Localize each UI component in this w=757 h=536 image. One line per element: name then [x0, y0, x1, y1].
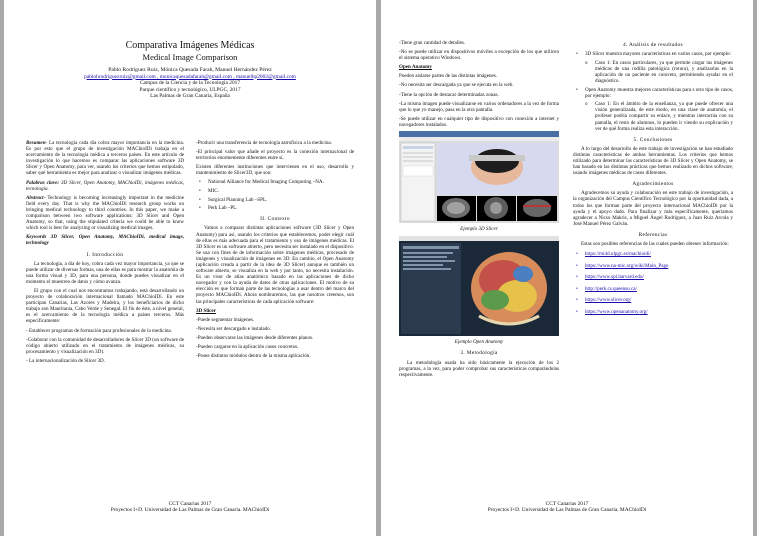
affiliation-3: Las Palmas de Gran Canaria, España [150, 93, 230, 99]
methodology-paragraph: La metodología usada ha sido básicamente la ejecución de los 2 programas, a la vez, para poder comprobar sus características comparándolas respectivamente. [399, 359, 559, 378]
list-item: • National Alliance for Medical Imaging Computing –NA. [196, 179, 354, 185]
affiliation-2: Parque científico y tecnológico, ULPGC, 2017 [139, 86, 241, 93]
list-item: -Puede segmentar imágenes. [196, 316, 255, 323]
footer-line-2: Proyectos I+D. Universidad de Las Palmas de Gran Canaria. MAChioIDi [110, 507, 270, 514]
intro-item-2: -Colaborar con la comunidad de desarrolladores de Slicer 3D (un software de código abierto utilizado en el tratamiento de imágenes médicas, su procesamiento y visualización en 3D). [26, 336, 184, 355]
acknowledgements-heading: Agradecimientos [632, 181, 674, 188]
list-item: Pueden aislarse partes de las distintas imágenes. [399, 73, 498, 80]
slicer-item-mobile: -No se puede utilizar en dispositivos móviles a excepción de los que utilicen el sistema operativo Windows. [399, 49, 559, 62]
list-item: o Caso 1: En casos particulares, ya que permite cargar las imágenes médicas de una rodilla patológica (rotura), y analizarlas en la aplicación de un paciente en concreto, permitiendo ayudar en el diagnóstico. [573, 60, 733, 84]
results-heading: 4. Análisis de resultados [623, 42, 683, 48]
reference-link[interactable]: • https://www.na-mic.org/wiki/Main_Page [573, 262, 733, 271]
slicer-caption: Ejemplo 3D Slicer [460, 226, 498, 233]
palabras-clave [26, 180, 184, 192]
conclusions-heading: 5. Conclusiones [633, 136, 673, 143]
paper-subtitle: Medical Image Comparison [142, 52, 238, 62]
references-list [573, 250, 733, 317]
authors: Pablo Rodríguez Ruiz, Mónica Quesada Farah, Manuel Hernández Pérez [108, 67, 272, 73]
slicer-screenshot-figure [399, 131, 559, 225]
palabras-label: Palabras clave: [26, 179, 61, 186]
results-sublist-1 [573, 60, 733, 84]
footer-line-1: CCT Canarias 2017 [545, 500, 589, 507]
reference-link[interactable]: • https://www.openanatomy.org/ [573, 308, 733, 317]
results-list [573, 51, 733, 57]
reference-link[interactable]: • https://mi4d.ulpgc.es/machioidi/ [573, 250, 733, 259]
page-2 [381, 0, 753, 536]
resumen [26, 140, 184, 177]
resumen-label: Resumen [26, 140, 46, 146]
slicer-label: 3D Slicer [196, 307, 216, 314]
c2-paragraph-2: Existen diferentes instituciones que intervienen en el uso, desarrollo y mantenimiento de Slicer3D, que son: [196, 164, 354, 177]
page1-footer [4, 501, 376, 514]
intro-item-3: - La internacionalización de Slicer 3D. [26, 357, 105, 364]
palabras-text: 3D Slicer, Open Anatomy, MAChioIDi, imágenes médicas, tecnología. [26, 179, 184, 192]
intro-item-1: - Establecer programas de formación para profesionales de la medicina. [26, 327, 172, 334]
list-item: -Tiene la opción de destacar determinadas zonas. [399, 91, 499, 98]
list-item: • Surgical Planning Lab –SPL. [196, 197, 354, 203]
references-heading: Referencias [638, 231, 668, 238]
open-anatomy-screenshot-image [399, 236, 559, 336]
list-item: • 3D Slicer muestra mayores características en varios casos, por ejemplo: [573, 51, 733, 57]
page1-right-column [196, 140, 354, 362]
page2-footer [381, 501, 753, 514]
footer-line-1: CCT Canarias 2017 [168, 500, 212, 507]
reference-link[interactable]: • https://www.spl.harvard.edu/ [573, 273, 733, 282]
results-sublist-2 [573, 101, 733, 131]
page-1 [4, 0, 376, 536]
intro-paragraph-1: La tecnología, a día de hoy, cobra cada vez mayor importancia, ya que se puede utilizar de diversas formas, una de ellas es para mostrar la anatomía de una forma visual y 3D, para una persona, donde puedes visualizar en el momento el muestreo de datos y cómo avanza. [26, 260, 184, 285]
reference-link[interactable]: • https://www.slicer.org/ [573, 296, 733, 305]
page1-left-column [26, 140, 184, 367]
c2-paragraph-1: -El principal valor que añade el proyecto es la conexión internacional de territorios enormemente diferentes entre sí. [196, 149, 354, 162]
results-list-2 [573, 87, 733, 99]
list-item: -No necesita ser descargada ya que se ejecuta en la web. [399, 82, 514, 89]
list-item: -Necesita ser descargado e instalado. [196, 325, 272, 332]
list-item: -Posee distintos módulos dentro de la misma aplicación. [196, 353, 311, 360]
list-item: -Se puede utilizar en cualquier tipo de dispositivo con conexión a internet y navegadores instalados. [399, 115, 559, 128]
abstract-text: - Technology is becoming increasingly important in the medicine field every day. That is why the MAChioIDi research group works on bringing medical technology to third countries. In this paper, we make a comparison between two software applications: 3D Slicer and Open Anatomy, so that, using the stipulated criteria we could be able to know which tool is best for analyzing or visualizing medical images. [26, 194, 184, 232]
author-emails[interactable]: pablohrodriguezruiz@gmail.com , monicaquesadafarah@gmail.com , manuelhp2002@gmail.com [84, 73, 296, 80]
reference-link[interactable]: • http://perk.cs.queensu.ca/ [573, 285, 733, 294]
list-item: o Caso 1: En el ámbito de la enseñanza, ya que puede ofrecer una visión generalizada, de este modo, en una clase de anatomía, el profesor podría compartir su enlace, y mientras interactúa con su pantalla, el resto de alumnos, lo pueden ir viendo su explicación y ver de qué forma realiza esta interacción. [573, 101, 733, 131]
resumen-text: - La tecnología cada día cobra mayor importancia en la medicina. Es por esto que el grupo de investigación MAChioIDi trabaja en el acercamiento de la tecnología médica a terceros países. En este artículo de investigación lo que hacemos es comparar las aplicaciones software 3D Slicer y Open Anatomy, para ver, usando los criterios que hemos estipulado, saber qué herramienta es mejor para analizar o visualizar imágenes médicas. [26, 140, 184, 177]
open-anatomy-caption: Ejemplo Open Anatomy [454, 339, 504, 346]
list-item: -Pueden cargarse en la aplicación casos concretos. [196, 344, 299, 351]
footer-line-2: Proyectos I+D. Universidad de Las Palmas de Gran Canaria. MAChioIDi [487, 507, 647, 514]
abstract [26, 195, 184, 232]
affiliation-1: Campus de la Ciencia y de la Tecnología 2017 [139, 80, 241, 87]
c2-item-1: -Producir una transferencia de tecnología astrofísica a la medicina. [196, 140, 332, 146]
list-item: -Pueden observarse las imágenes desde diferentes planos. [196, 334, 314, 341]
intro-heading: I. Introducción [86, 251, 124, 258]
acknowledgements-paragraph: Agradecemos su ayuda y colaboración en este trabajo de investigación, a la organización del Campus Científico Tecnológico por la oportunidad dada, a todos los que forman parte del proyecto internacional MAChioIDi por la ayuda y el apoyo dado. Para finalizar y más específicamente, queríamos agradecer a Nicso Makris, a Miguel Ángel Rodríguez, a Juan Ruiz Arcola y José Manuel Pérez Galván. [573, 190, 733, 227]
open-anatomy-label: Open Anatomy [399, 64, 432, 71]
open-anatomy-screenshot-figure [399, 236, 559, 338]
slicer-item-detail: -Tiene gran cantidad de detalles. [399, 40, 466, 46]
references-intro: Estas son posibles referencias de las cuales pueden obtener información: [581, 241, 729, 248]
context-paragraph: Vamos a comparar distintas aplicaciones software (3D Slicer y Open Anatomy) para así, usando los criterios que establecemos, poder elegir cuál de ellas es más adecuada para el tratamiento y uso de imágenes médicas. El 3D Slicer es un software abierto, pero necesita ser instalado en el dispositivo. Se usa con fines de de información sobre imágenes médicas, procesado de imágenes y visualización de imágenes en 3D. En cambio, el Open Anatomy (aplicación creada a partir de la idea de 3D Slicer) aunque es también un software abierto, se visualiza en la web y por tanto, no necesita instalación. Es un visor de atlas anatómico basado en las aplicaciones de dicho navegador y con la ayuda de datos de otras aplicaciones. El motivo de su elección es que forman parte de las tecnologías a usar dentro del marco del proyecto MAChioIDi. Ahora nombraremos, las que nosotros creemos, son las principales características de cada aplicación software: [196, 225, 354, 305]
page2-left-column [399, 40, 559, 381]
paper-header [4, 40, 376, 99]
list-item: • MIC. [196, 188, 354, 194]
conclusions-paragraph: A lo largo del desarrollo de este trabajo de investigación se han estudiado distintas características de ambas herramientas. Los criterios que hemos utilizado para determinar las características de 3D Slicer y Open Anatomy, se han basado en las distintas prácticas que hemos realizado en dichos software, usando imágenes médicas de casos diferentes. [573, 145, 733, 177]
methodology-heading: 3. Metodología [460, 350, 498, 357]
keywords: Keywords 3D Slicer, Open Anatomy, MAChioIDi, medical image, technology [26, 234, 184, 247]
institutions-list [196, 179, 354, 211]
abstract-label: Abstract [26, 194, 44, 201]
paper-title: Comparativa Imágenes Médicas [125, 40, 255, 51]
intro-paragraph-2: El grupo con el cual nos encontramos trabajando, está desarrollando un proyecto de colaboración internacional llamado MAChioIDi. En este participan Canarias, Las Azores y Madeira, y los beneficiarios de dicho trabajo son Mauritania, Cabo Verde y Senegal. El fin de éste, a nivel general, es el acercamiento de la tecnología médica a países terceros. Más específicamente: [26, 287, 184, 325]
context-heading: II. Contexto [260, 216, 290, 223]
page2-right-column [573, 40, 733, 319]
list-item: -La misma imagen puede visualizarse en varios ordenadores a la vez de forma que lo que yo manejo, pasa en la otra pantalla. [399, 100, 559, 113]
slicer-screenshot-image [399, 131, 559, 223]
list-item: • Perk Lab –PL. [196, 205, 354, 211]
list-item: • Open Anatomy muestra mejores características para s otro tipo de casos, por ejemplo: [573, 87, 733, 99]
